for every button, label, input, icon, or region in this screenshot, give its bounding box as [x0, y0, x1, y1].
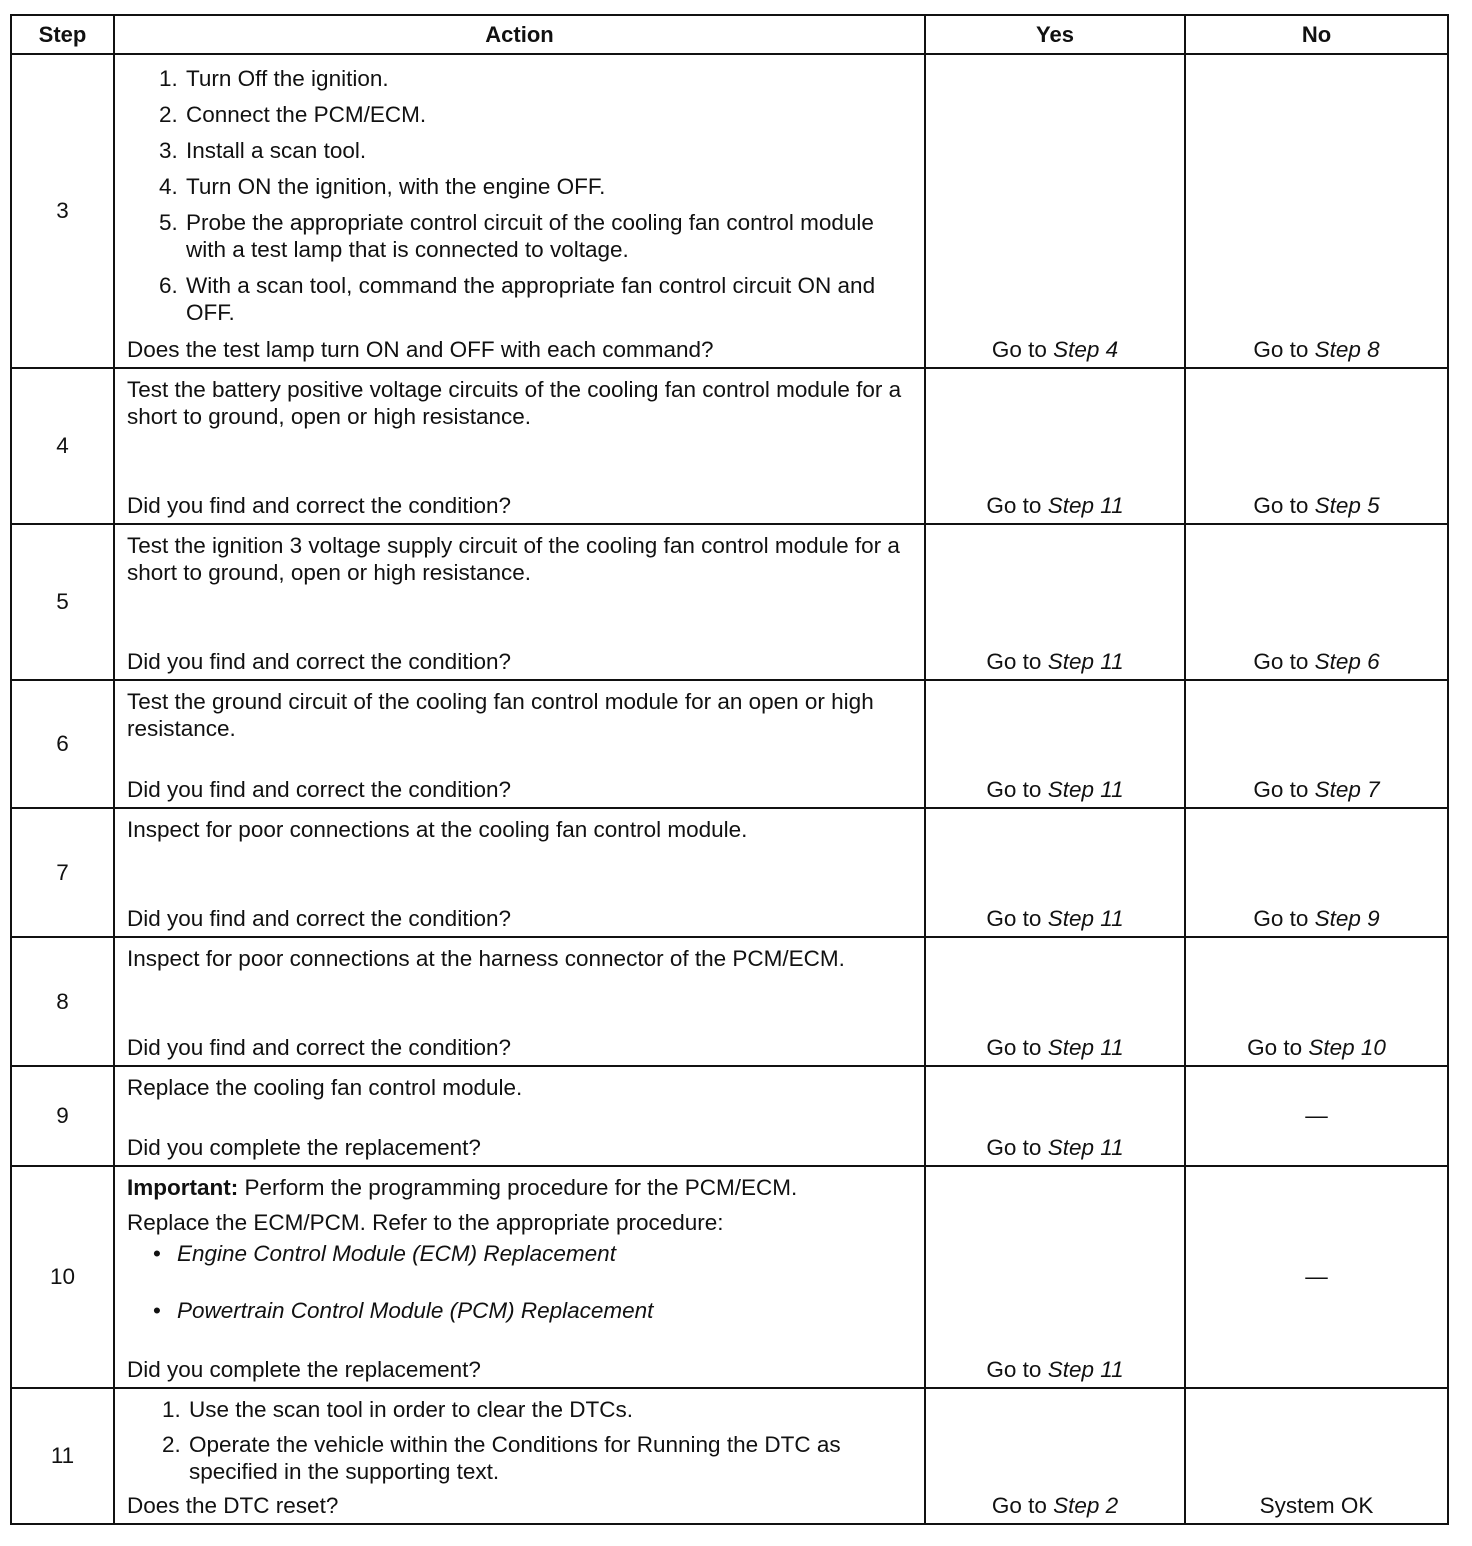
question-text: Does the DTC reset?	[127, 1493, 339, 1518]
header-action: Action	[114, 15, 925, 54]
list-item: 2. Connect the PCM/ECM.	[184, 101, 914, 128]
step-number: 8	[11, 937, 114, 1066]
yes-cell	[925, 808, 1185, 937]
step-number: 9	[11, 1066, 114, 1166]
question-text: Did you find and correct the condition?	[127, 906, 511, 931]
list-item: 5. Probe the appropriate control circuit of the cooling fan control module with a test lamp that is connected to voltage.	[184, 209, 914, 263]
goto-label: Go to	[1253, 906, 1309, 931]
goto-label: Go to	[986, 906, 1042, 931]
list-item: 1. Turn Off the ignition.	[184, 65, 914, 92]
step-number: 3	[11, 54, 114, 368]
step-number: 5	[11, 524, 114, 680]
no-target: Step 7	[1314, 777, 1380, 802]
no-cell	[1185, 524, 1448, 680]
step-number: 7	[11, 808, 114, 937]
important-text: Perform the programming procedure for the PCM/ECM.	[244, 1175, 798, 1200]
action-text: Inspect for poor connections at the cooling fan control module.	[127, 817, 748, 842]
goto-label: Go to	[986, 1135, 1042, 1160]
yes-cell	[925, 1388, 1185, 1524]
important-note	[127, 1174, 914, 1201]
no-target: Step 5	[1314, 493, 1380, 518]
yes-cell	[925, 524, 1185, 680]
table-row	[11, 1166, 1448, 1388]
yes-target: Step 2	[1053, 1493, 1119, 1518]
question-text: Did you find and correct the condition?	[127, 1035, 511, 1060]
no-result: System OK	[1259, 1493, 1374, 1518]
header-step: Step	[11, 15, 114, 54]
table-row	[11, 524, 1448, 680]
step-number: 6	[11, 680, 114, 808]
yes-target: Step 11	[1047, 493, 1124, 518]
yes-target: Step 11	[1047, 649, 1124, 674]
yes-target: Step 4	[1053, 337, 1119, 362]
goto-label: Go to	[986, 1035, 1042, 1060]
question-text: Did you complete the replacement?	[127, 1357, 481, 1382]
list-item: 3. Install a scan tool.	[184, 137, 914, 164]
action-cell	[114, 54, 925, 368]
no-action-dash: —	[1305, 1103, 1328, 1128]
no-action-dash: —	[1305, 1264, 1328, 1289]
table-row	[11, 368, 1448, 524]
goto-label: Go to	[986, 777, 1042, 802]
numbered-list	[127, 65, 914, 326]
header-row	[11, 15, 1448, 54]
yes-cell	[925, 680, 1185, 808]
list-item: 6. With a scan tool, command the appropriate fan control circuit ON and OFF.	[184, 272, 914, 326]
header-no: No	[1185, 15, 1448, 54]
question-text: Did you find and correct the condition?	[127, 493, 511, 518]
list-item: 4. Turn ON the ignition, with the engine OFF.	[184, 173, 914, 200]
question-text: Does the test lamp turn ON and OFF with each command?	[127, 337, 714, 362]
goto-label: Go to	[1253, 649, 1309, 674]
yes-cell	[925, 1166, 1185, 1388]
no-cell	[1185, 1066, 1448, 1166]
action-cell	[114, 1066, 925, 1166]
header-yes: Yes	[925, 15, 1185, 54]
reference-link-ecm[interactable]: • Engine Control Module (ECM) Replacement	[177, 1240, 914, 1267]
action-text: Replace the cooling fan control module.	[127, 1075, 523, 1100]
important-label: Important:	[127, 1175, 239, 1200]
action-cell	[114, 368, 925, 524]
question-text: Did you find and correct the condition?	[127, 777, 511, 802]
yes-target: Step 11	[1047, 1135, 1124, 1160]
goto-label: Go to	[986, 493, 1042, 518]
no-target: Step 9	[1314, 906, 1380, 931]
action-cell	[114, 1166, 925, 1388]
table-row	[11, 1066, 1448, 1166]
yes-target: Step 11	[1047, 777, 1124, 802]
goto-label: Go to	[1247, 1035, 1303, 1060]
diagnostic-table	[10, 14, 1449, 1525]
goto-label: Go to	[986, 1357, 1042, 1382]
no-cell	[1185, 1166, 1448, 1388]
yes-target: Step 11	[1047, 1035, 1124, 1060]
action-text: Test the battery positive voltage circuits of the cooling fan control module for a short to ground, open or high resistance.	[127, 377, 902, 429]
action-cell	[114, 937, 925, 1066]
action-cell	[114, 524, 925, 680]
goto-label: Go to	[991, 1493, 1047, 1518]
action-cell	[114, 680, 925, 808]
action-text: Inspect for poor connections at the harness connector of the PCM/ECM.	[127, 946, 845, 971]
table-row	[11, 808, 1448, 937]
no-cell	[1185, 1388, 1448, 1524]
no-cell	[1185, 368, 1448, 524]
step-number: 11	[11, 1388, 114, 1524]
list-item: 2. Operate the vehicle within the Conditions for Running the DTC as specified in the supporting text.	[187, 1431, 914, 1485]
action-text: Test the ground circuit of the cooling fan control module for an open or high resistance.	[127, 689, 874, 741]
step-number: 4	[11, 368, 114, 524]
no-target: Step 6	[1314, 649, 1380, 674]
yes-cell	[925, 1066, 1185, 1166]
no-target: Step 10	[1308, 1035, 1386, 1060]
numbered-list	[127, 1396, 914, 1485]
yes-cell	[925, 368, 1185, 524]
no-cell	[1185, 808, 1448, 937]
goto-label: Go to	[991, 337, 1047, 362]
goto-label: Go to	[1253, 493, 1309, 518]
no-cell	[1185, 680, 1448, 808]
yes-target: Step 11	[1047, 1357, 1124, 1382]
table-row	[11, 1388, 1448, 1524]
goto-label: Go to	[1253, 777, 1309, 802]
list-item: 1. Use the scan tool in order to clear the DTCs.	[187, 1396, 914, 1423]
reference-link-pcm[interactable]: • Powertrain Control Module (PCM) Replacement	[177, 1297, 914, 1324]
no-cell	[1185, 937, 1448, 1066]
reference-list	[127, 1240, 914, 1324]
goto-label: Go to	[1253, 337, 1309, 362]
table-row	[11, 54, 1448, 368]
yes-target: Step 11	[1047, 906, 1124, 931]
table-row	[11, 680, 1448, 808]
action-text: Test the ignition 3 voltage supply circuit of the cooling fan control module for a short to ground, open or high resistance.	[127, 533, 900, 585]
yes-cell	[925, 54, 1185, 368]
yes-cell	[925, 937, 1185, 1066]
step-number: 10	[11, 1166, 114, 1388]
action-text: Replace the ECM/PCM. Refer to the appropriate procedure:	[127, 1210, 724, 1235]
action-cell	[114, 808, 925, 937]
no-cell	[1185, 54, 1448, 368]
action-cell	[114, 1388, 925, 1524]
question-text: Did you complete the replacement?	[127, 1135, 481, 1160]
question-text: Did you find and correct the condition?	[127, 649, 511, 674]
table-row	[11, 937, 1448, 1066]
goto-label: Go to	[986, 649, 1042, 674]
no-target: Step 8	[1314, 337, 1380, 362]
